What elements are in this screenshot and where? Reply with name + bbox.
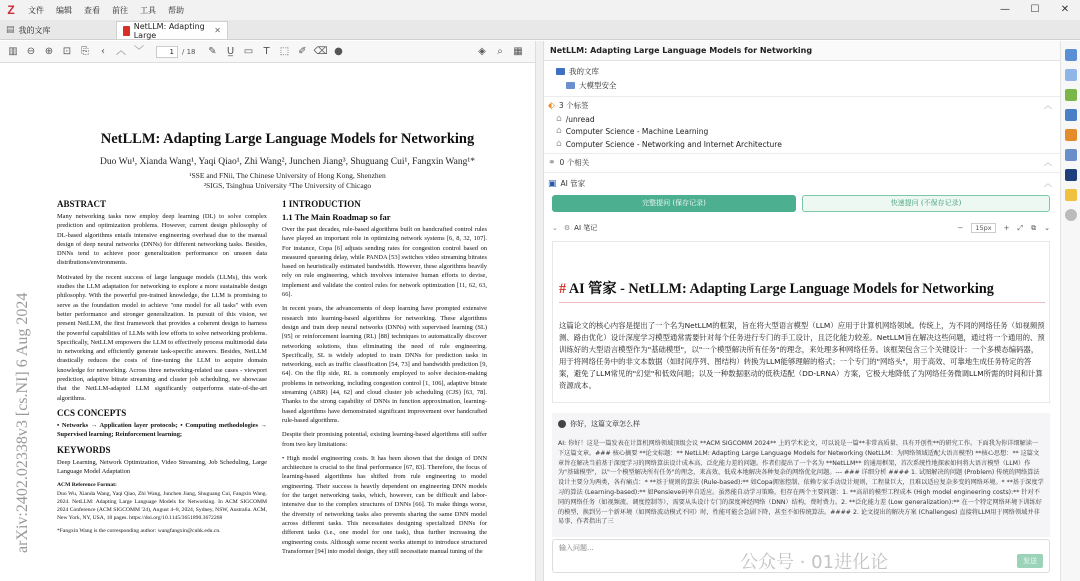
chevron-up-icon[interactable]: ︿: [1044, 179, 1052, 188]
collections-icon[interactable]: [1065, 109, 1077, 121]
tab-bar: [0, 20, 1080, 40]
ai-section-label: AI 管家: [560, 179, 586, 188]
ai-note-content[interactable]: [552, 241, 1050, 403]
highlight-icon[interactable]: ✎: [208, 45, 217, 57]
arxiv-stamp: arXiv:2402.02338v3 [cs.NI] 6 Aug 2024: [14, 292, 31, 553]
settings-icon[interactable]: ⚙: [563, 224, 571, 232]
tag-label: /unread: [565, 114, 595, 124]
full-ask-button[interactable]: 完整提问 (保存记录): [552, 195, 796, 212]
page-total: / 18: [182, 47, 196, 56]
ai-note-label: AI 笔记: [574, 224, 598, 232]
divider: [544, 172, 1060, 173]
menu-go[interactable]: 前往: [112, 5, 128, 15]
chevron-down-icon[interactable]: ⌄: [552, 224, 558, 232]
chat-ai-message: AI: 你好！这是一篇发表在计算机网络领域顶级会议 **ACM SIGCOMM 2024** 上的学术论文，可以说是一篇**非常高质量、具有开创性**的研究工作。下面我为你详细解读一下这篇文章。### 核心摘要 **论文标题：** NetLLM: Adapting Large Language Models for Networking (NetLLM：为网络领域适配大语言模型) **核心思想：** 这篇文章旨在解决当前基于深度学习的网络算法设计成本高、泛化能力差的问题。作者们提出了一个名为 **NetLLM** 的通用框架，首次系统性地探索如何将大语言模型（LLM）作为"基础模型"，以"一个模型解决所有任务"的理念，来高效、低成本地解决各种复杂的网络优化问题。--- ### 详细分析 #### 1. 试图解决的问题 (Problem) 传统的网络算法设计主要分为两类，各有痛点：* **基于规则的算法 (Rule-based):** 如Copa拥塞控制、依赖专家手动设计规则，工程量巨大，且难以适应复杂多变的网络环境。* **基于深度学习的算法 (Learning-based):** 如Pensieve码率自适应。虽然能自动学习策略，但存在两个主要问题：1. **高昂的模型工程成本 (High model engineering costs):** 针对不同的网络任务（如视频流、调度控制等），需要从头设计专门的深度神经网络（DNN）结构，费时费力。2. **泛化能力差 (Low generalization):** 在一个特定网络环境下训练好的模型，换到另一个新环境（如网络波动模式不同）时，性能可能会急剧下降，甚至不如传统算法。#### 2. 论文提出的解决方案 (Challenges) 直接将LLM用于网络领域并非易事，作者指出了三: [558, 440, 1044, 526]
ai-icon: ▣: [548, 178, 557, 189]
pdf-right-column: [282, 197, 487, 581]
item-pane-title: NetLLM: Adapting Large Language Models for Networking: [544, 41, 1060, 61]
library-icon: ▤: [6, 25, 15, 35]
watermark: 公众号 · 01进化论: [740, 552, 889, 573]
pdf-left-column: [57, 197, 267, 581]
back-icon[interactable]: ‹: [101, 45, 105, 57]
ink-icon[interactable]: ✐: [298, 45, 307, 57]
close-window-button[interactable]: ✕: [1060, 4, 1070, 15]
affiliation-2: ²SIGS, Tsinghua University ³The University of Chicago: [203, 181, 372, 190]
collection-row-sub[interactable]: [566, 80, 617, 91]
abstract-icon[interactable]: [1065, 69, 1077, 81]
area-select-icon[interactable]: ⬚: [279, 45, 290, 57]
collection-sub-label: 大模型安全: [579, 81, 617, 90]
item-pane: [544, 61, 1060, 581]
ai-panel-icon[interactable]: [1065, 169, 1077, 181]
info-icon[interactable]: [1065, 49, 1077, 61]
divider: [544, 96, 1060, 97]
abstract-para-2: Motivated by the recent success of large language models (LLMs), this work studies the LLM adaptation for networking to explore a more sustainable design philosophy. With the powerful pre-trained knowledge, the LLM is promising to serve as the foundation model to achieve "one model for all tasks" with even better performance and stronger generalization. In pursuit of this vision, we present NetLLM, the first framework that provides a coherent design to harness the powerful capabilities of LLMs with low efforts to solve networking problems. Specifically, NetLLM empowers the LLM to effectively process multimodal data in networking and efficiently generate task-specific answers. Besides, NetLLM drastically reduces the costs of fine-tuning the LLM to acquire domain knowledge for networking. Across three networking-related use cases - viewport prediction, adaptive bitrate streaming and cluster job scheduling, we showcase that the NetLLM-adapted LLM significantly outperforms state-of-the-art algorithms.: [57, 273, 267, 402]
chevron-up-icon[interactable]: ︿: [1044, 101, 1052, 110]
chat-history[interactable]: [552, 413, 1050, 537]
tab-library-label: 我的文库: [18, 25, 51, 35]
chat-user-text: 你好，这篇文章怎么样: [570, 420, 640, 428]
tag-label: Computer Science - Machine Learning: [565, 126, 709, 136]
abstract-heading: ABSTRACT: [57, 199, 107, 209]
folder-icon: [556, 68, 565, 75]
zoom-in-icon[interactable]: ⊕: [44, 45, 54, 57]
ccs-heading: CCS CONCEPTS: [57, 407, 127, 418]
font-size-select[interactable]: 15px: [971, 223, 995, 233]
tag-label: Computer Science - Networking and Internet Architecture: [565, 139, 782, 149]
maximize-button[interactable]: ☐: [1030, 4, 1040, 15]
ccs-concepts: • Networks → Application layer protocols; • Computing methodologies → Supervised learning; Reinforcement learning;: [57, 421, 267, 439]
pdf-toolbar: [0, 41, 535, 63]
intro-bullet: • High model engineering costs. It has been shown that the design of DNN architecture is crucial to the final performance [67, 83]. Therefore, the focus of learning-based algorithms has shifted from rule engineering to model engineering. Their success is heavily dependent on engineering DNN models for the target networking tasks, which, however, can be difficult and labor-intensive due to the complex structures of DNNs [66]. To make things worse, the diversity of networking tasks also prevents sharing the same DNN model across different tasks. This necessitates designing specialized DNNs for different tasks (i.e., one model for one task), thus further increasing the engineering costs. Although some recent works attempt to introduce structured Transformer [94] into model design, they still necessitate manual tuning of the: [282, 454, 487, 555]
collection-root-label: 我的文库: [569, 67, 599, 76]
user-avatar: [558, 420, 566, 428]
note-heading-text: AI 管家 - NetLLM: Adapting Large Language Models for Networking: [568, 281, 994, 297]
color-picker-icon[interactable]: ●: [334, 45, 343, 57]
tags-icon[interactable]: [1065, 129, 1077, 141]
heading-hash: #: [559, 281, 567, 297]
intro-heading: 1 INTRODUCTION: [282, 199, 361, 209]
ai-assistant-icon[interactable]: ◈: [478, 45, 486, 57]
related-icon[interactable]: [1065, 149, 1077, 161]
link-icon: ⚭: [548, 157, 556, 168]
affiliation-1: ¹SSE and FNii, The Chinese University of Hong Kong, Shenzhen: [189, 171, 386, 180]
menu-view[interactable]: 查看: [84, 5, 100, 15]
locate-icon[interactable]: [1065, 209, 1077, 221]
divider: [544, 153, 1060, 154]
zoom-fit-icon[interactable]: ⊡: [62, 45, 72, 57]
keywords-heading: KEYWORDS: [57, 444, 111, 455]
tag-icon: ⌂: [556, 114, 562, 124]
chevron-down-icon[interactable]: ⌄: [1044, 224, 1050, 232]
menu-file[interactable]: 文件: [28, 5, 44, 15]
tag-item[interactable]: [556, 139, 782, 149]
note-paragraph: 这篇论文的核心内容是提出了一个名为NetLLM的框架，旨在将大型语言模型（LLM）应用于计算机网络领域。传统上，为不同的网络任务（如视频预测、路由优化）设计深度学习模型通常需要针对每个任务进行专门的手工设计，且泛化能力较差。NetLLM旨在解决这些问题，通过将一个通用的、预训练好的大型语言模型作为"基础模型"，以"一个模型解决所有任务"的理念，来处理多种网络任务。该框架包含三个关键设计：一个多模态编码器，用于将网络任务中的非文本数据（如时间序列、图结构）转换为LLM能够理解的格式；一个专门的"网络头"，用于高效、可靠地生成任务特定的答案，避免了LLM常见的"幻觉"和低效问题；以及一种数据驱动的低秩适配（DD-LRNA）方案，它极大地降低了为网络任务微调LLM所需的时间和计算资源成本。: [559, 321, 1045, 390]
tab-pdf-label: NetLLM: Adapting Large: [133, 21, 205, 40]
menu-tools[interactable]: 工具: [140, 5, 156, 15]
tags-count-label: 3 个标签: [558, 101, 589, 110]
tags-section-header[interactable]: [548, 100, 589, 111]
tag-item[interactable]: [556, 126, 708, 136]
intro-para-2: In recent years, the advancements of deep learning have prompted extensive research into learning-based algorithms for networking. These algorithms design and train deep neural networks (DNNs) with supervised learning (SL) [95] or reinforcement learning (RL) [88] techniques to automatically discover networking solutions, thus eliminating the need of rule engineering. Specifically, SL is widely adopted to train DNNs for prediction tasks in networking, such as traffic classification [54, 73] and bandwidth prediction [9, 64]. On the flip side, RL is commonly employed to solve decision-making problems in networking, including congestion control [1, 106], adaptive bitrate streaming (ABR) [44, 62] and cloud cluster job scheduling (CJS) [63, 78]. Thanks to the strong capability of DNNs in function approximation, learning-based algorithms have demonstrated significant improvement over handcrafted rule-based algorithms.: [282, 305, 487, 424]
window-controls: [990, 0, 1080, 20]
ai-section-header[interactable]: [548, 178, 585, 189]
page-number-input[interactable]: 1: [156, 46, 178, 58]
related-section-header[interactable]: [548, 157, 589, 168]
menu-help[interactable]: 帮助: [168, 5, 184, 15]
menubar: [0, 0, 1080, 20]
context-pane-icon[interactable]: ▦: [513, 45, 523, 57]
paper-authors: Duo Wu¹, Xianda Wang¹, Yaqi Qiao¹, Zhi Wang², Junchen Jiang³, Shuguang Cui¹, Fangxin Wang¹*: [100, 157, 475, 167]
note-icon[interactable]: ▭: [243, 45, 254, 57]
tag-icon: ⌂: [556, 139, 562, 149]
font-increase-icon[interactable]: +: [1003, 224, 1010, 232]
view-mode-icon[interactable]: ⎘: [81, 45, 89, 57]
underline-icon[interactable]: U̲: [226, 45, 235, 57]
text-icon[interactable]: T: [263, 45, 270, 57]
expand-icon[interactable]: ⤢: [1017, 223, 1024, 232]
copy-icon[interactable]: ⧉: [1031, 223, 1037, 232]
menu-edit[interactable]: 编辑: [56, 5, 72, 15]
intro-para-1: Over the past decades, rule-based algorithms built on handcrafted control rules have played an important role in optimizing network systems [6, 8, 32, 107]. For instance, Copa [6] adjusts sending rates for congestion control based on measured queueing delay, while PANDA [53] switches video streaming bitrates based on heuristically estimated bandwidth. However, these algorithms heavily rely on rule engineering, which involves intensive human efforts to devise, implement and validate the control rules for network optimization [11, 62, 63, 66].: [282, 226, 487, 299]
reference-format: Duo Wu, Xianda Wang, Yaqi Qiao, Zhi Wang, Junchen Jiang, Shuguang Cui, Fangxin Wang. 2024. NetLLM: Adapting Large Language Models for Networking. In ACM SIGCOMM 2024 Conference (ACM SIGCOMM '24), August 4–8, 2024, Sydney, NSW, Australia. ACM, New York, NY, USA, 18 pages. https://doi.org/10.1145/3651890.3672268: [57, 491, 267, 522]
ai-note-bar: [552, 219, 1050, 237]
chevron-up-icon[interactable]: ︿: [1044, 158, 1052, 167]
page-up-icon[interactable]: ︿: [116, 45, 126, 57]
collection-row-root[interactable]: [556, 66, 599, 77]
notes-icon[interactable]: [1065, 189, 1077, 201]
tab-library[interactable]: [0, 21, 112, 39]
pdf-file-icon: [123, 26, 130, 36]
intro-para-3: Despite their promising potential, existing learning-based algorithms still suffer from two key limitations:: [282, 431, 487, 448]
side-nav-strip: [1060, 41, 1080, 581]
tag-item[interactable]: [556, 114, 595, 124]
footnote: *Fangxin Wang is the corresponding author: wangfangxin@cuhk.edu.cn.: [57, 528, 221, 535]
zotero-logo: Z: [7, 3, 15, 17]
font-decrease-icon[interactable]: −: [957, 224, 964, 232]
search-icon[interactable]: ⌕: [497, 45, 503, 57]
send-button[interactable]: 发送: [1017, 554, 1043, 568]
tag-icon: ⬖: [548, 100, 555, 111]
eraser-icon[interactable]: ⌫: [313, 45, 328, 57]
intro-subheading: 1.1 The Main Roadmap so far: [282, 212, 391, 222]
tag-icon: ⌂: [556, 126, 562, 136]
zoom-out-icon[interactable]: ⊖: [26, 45, 36, 57]
page-down-icon[interactable]: ﹀: [134, 45, 144, 57]
abstract-para-1: Many networking tasks now employ deep learning (DL) to solve complex prediction and optimization problems. However, current design philosophy of DL-based algorithms entails intensive engineering overhead due to the manual design of deep neural networks (DNNs) for different networking tasks. Besides, DNNs tend to achieve poor generalization performance on unseen data distributions/environments.: [57, 213, 267, 267]
reference-format-heading: ACM Reference Format:: [57, 482, 117, 489]
note-tools: [958, 223, 1050, 233]
related-count-label: 0 个相关: [559, 158, 590, 167]
folder-icon: [566, 82, 575, 89]
minimize-button[interactable]: —: [1000, 4, 1010, 15]
sidebar-toggle-icon[interactable]: ▥: [8, 45, 18, 57]
note-heading: [559, 278, 1045, 303]
paper-title: NetLLM: Adapting Large Language Models for Networking: [100, 131, 475, 147]
keywords: Deep Learning, Network Optimization, Video Streaming, Job Scheduling, Large Language Model Adaptation: [57, 458, 267, 475]
chat-user-message: [558, 419, 640, 429]
tab-pdf-reader[interactable]: [116, 21, 228, 39]
tab-close-icon[interactable]: ✕: [214, 26, 221, 35]
pane-splitter[interactable]: [535, 41, 544, 581]
attachments-icon[interactable]: [1065, 89, 1077, 101]
pdf-page[interactable]: [0, 63, 535, 581]
quick-ask-button[interactable]: 快速提问 (不保存记录): [802, 195, 1050, 212]
